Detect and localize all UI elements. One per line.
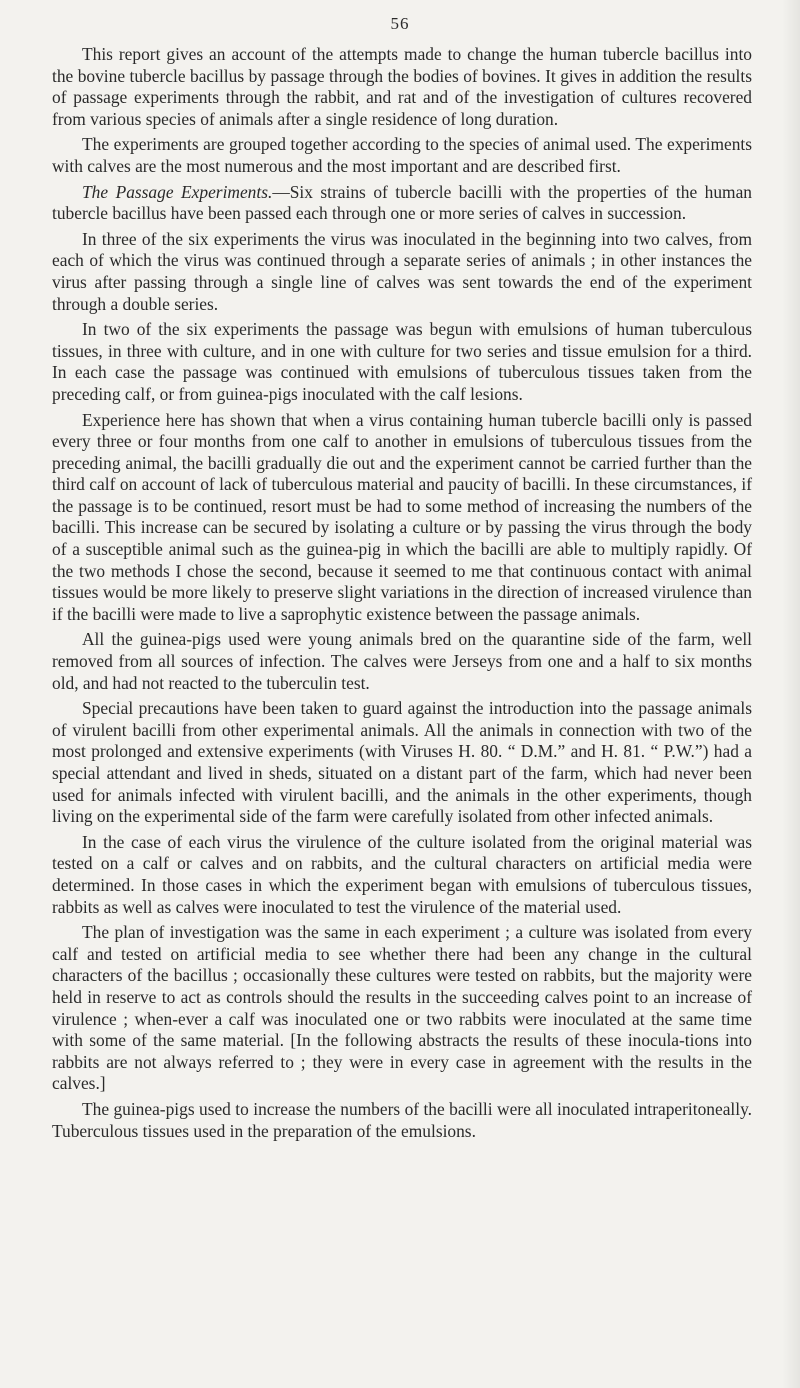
- paragraph-text: In the case of each virus the virulence of the culture isolated from the original material was tested on a calf or calves and on rabbits, and the cultural characters on artificial media were determined. In those cases in which the experiment began with emulsions of tuberculous tissues, rabbits as well as calves were inoculated to test the virulence of the material used.: [52, 831, 752, 917]
- paragraph-text: In three of the six experiments the virus was inoculated in the beginning into two calves, from each of which the virus was continued through a separate series of animals ; in other instances the virus after passing through a single line of calves was sent towards the end of the experiment through a double series.: [52, 228, 752, 314]
- paragraph-text: All the guinea-pigs used were young animals bred on the quarantine side of the farm, well removed from all sources of infection. The calves were Jerseys from one and a half to six months old, and had not reacted to the tuberculin test.: [52, 629, 752, 693]
- paragraph-1: [52, 44, 752, 130]
- paragraph-7: [52, 629, 752, 694]
- page-edge-shadow: [782, 0, 800, 1388]
- paragraph-text: Special precautions have been taken to guard against the introduction into the passage animals of virulent bacilli from other experimental animals. All the animals in connection with two of the most prolonged and extensive experiments (with Viruses H. 80. “ D.M.” and H. 81. “ P.W.”) had a special attendant and lived in sheds, situated on a distant part of the farm, which had never been used for animals infected with virulent bacilli, and the animals in the other experiments, though living on the experimental side of the farm were carefully isolated from other infected animals.: [52, 698, 752, 827]
- paragraph-8: [52, 698, 752, 828]
- paragraph-11: [52, 1099, 752, 1142]
- page-number: 56: [390, 14, 410, 33]
- paragraph-text: The guinea-pigs used to increase the numbers of the bacilli were all inoculated intraperitoneally. Tuberculous tissues used in the preparation of the emulsions.: [52, 1098, 752, 1141]
- paragraph-9: [52, 832, 752, 918]
- paragraph-5: [52, 319, 752, 405]
- paragraph-10: [52, 922, 752, 1095]
- paragraph-text: This report gives an account of the attempts made to change the human tubercle bacillus into the bovine tubercle bacillus by passage through the bodies of bovines. It gives in addition the results of passage experiments through the rabbit, and rat and of the investigation of cultures recovered from various species of animals after a single residence of long duration.: [52, 44, 752, 129]
- paragraph-text: In two of the six experiments the passage was begun with emulsions of human tuberculous tissues, in three with culture, and in one with culture for two series and tissue emulsion for a third. In each case the passage was continued with emulsions of tuberculous tissues taken from the preceding calf, or from guinea-pigs inoculated with the calf lesions.: [52, 319, 752, 404]
- body-text: [52, 44, 752, 1146]
- paragraph-text: —Six strains of tubercle bacilli with the properties of the human tubercle bacillus have been passed each through one or more series of calves in succession.: [52, 181, 752, 224]
- paragraph-text: The experiments are grouped together according to the species of animal used. The experiments with calves are the most numerous and the most important and are described first.: [52, 134, 752, 176]
- section-heading: The Passage Experiments.: [82, 181, 273, 202]
- paragraph-4: [52, 229, 752, 315]
- paragraph-2: [52, 134, 752, 177]
- paragraph-6: [52, 410, 752, 626]
- paragraph-3: [52, 182, 752, 225]
- paragraph-text: The plan of investigation was the same in each experiment ; a culture was isolated from every calf and tested on artificial media to see whether there had been any change in the cultural characters of the bacillus ; occasionally these cultures were tested on rabbits, but the majority were held in reserve to act as controls should the results in the succeeding calves point to an increase of virulence ; when-ever a calf was inoculated one or two rabbits were inoculated at the same time with some of the same material. [In the following abstracts the results of these inocula-tions into rabbits are not always referred to ; they were in every case in agreement with the results in the calves.]: [52, 922, 752, 1094]
- paragraph-text: Experience here has shown that when a virus containing human tubercle bacilli only is passed every three or four months from one calf to another in emulsions of tuberculous tissues from the preceding animal, the bacilli gradually die out and the experiment cannot be carried further than the third calf on account of lack of tuberculous material and paucity of bacilli. In these circumstances, if the passage is to be continued, resort must be had to some method of increasing the numbers of the bacilli. This increase can be secured by isolating a culture or by passing the virus through the body of a susceptible animal such as the guinea-pig in which the bacilli are able to multiply rapidly. Of the two methods I chose the second, because it seemed to me that continuous contact with animal tissues would be more likely to preserve slight variations in the direction of increased virulence than if the bacilli were made to live a saprophytic existence between the passage animals.: [52, 409, 752, 624]
